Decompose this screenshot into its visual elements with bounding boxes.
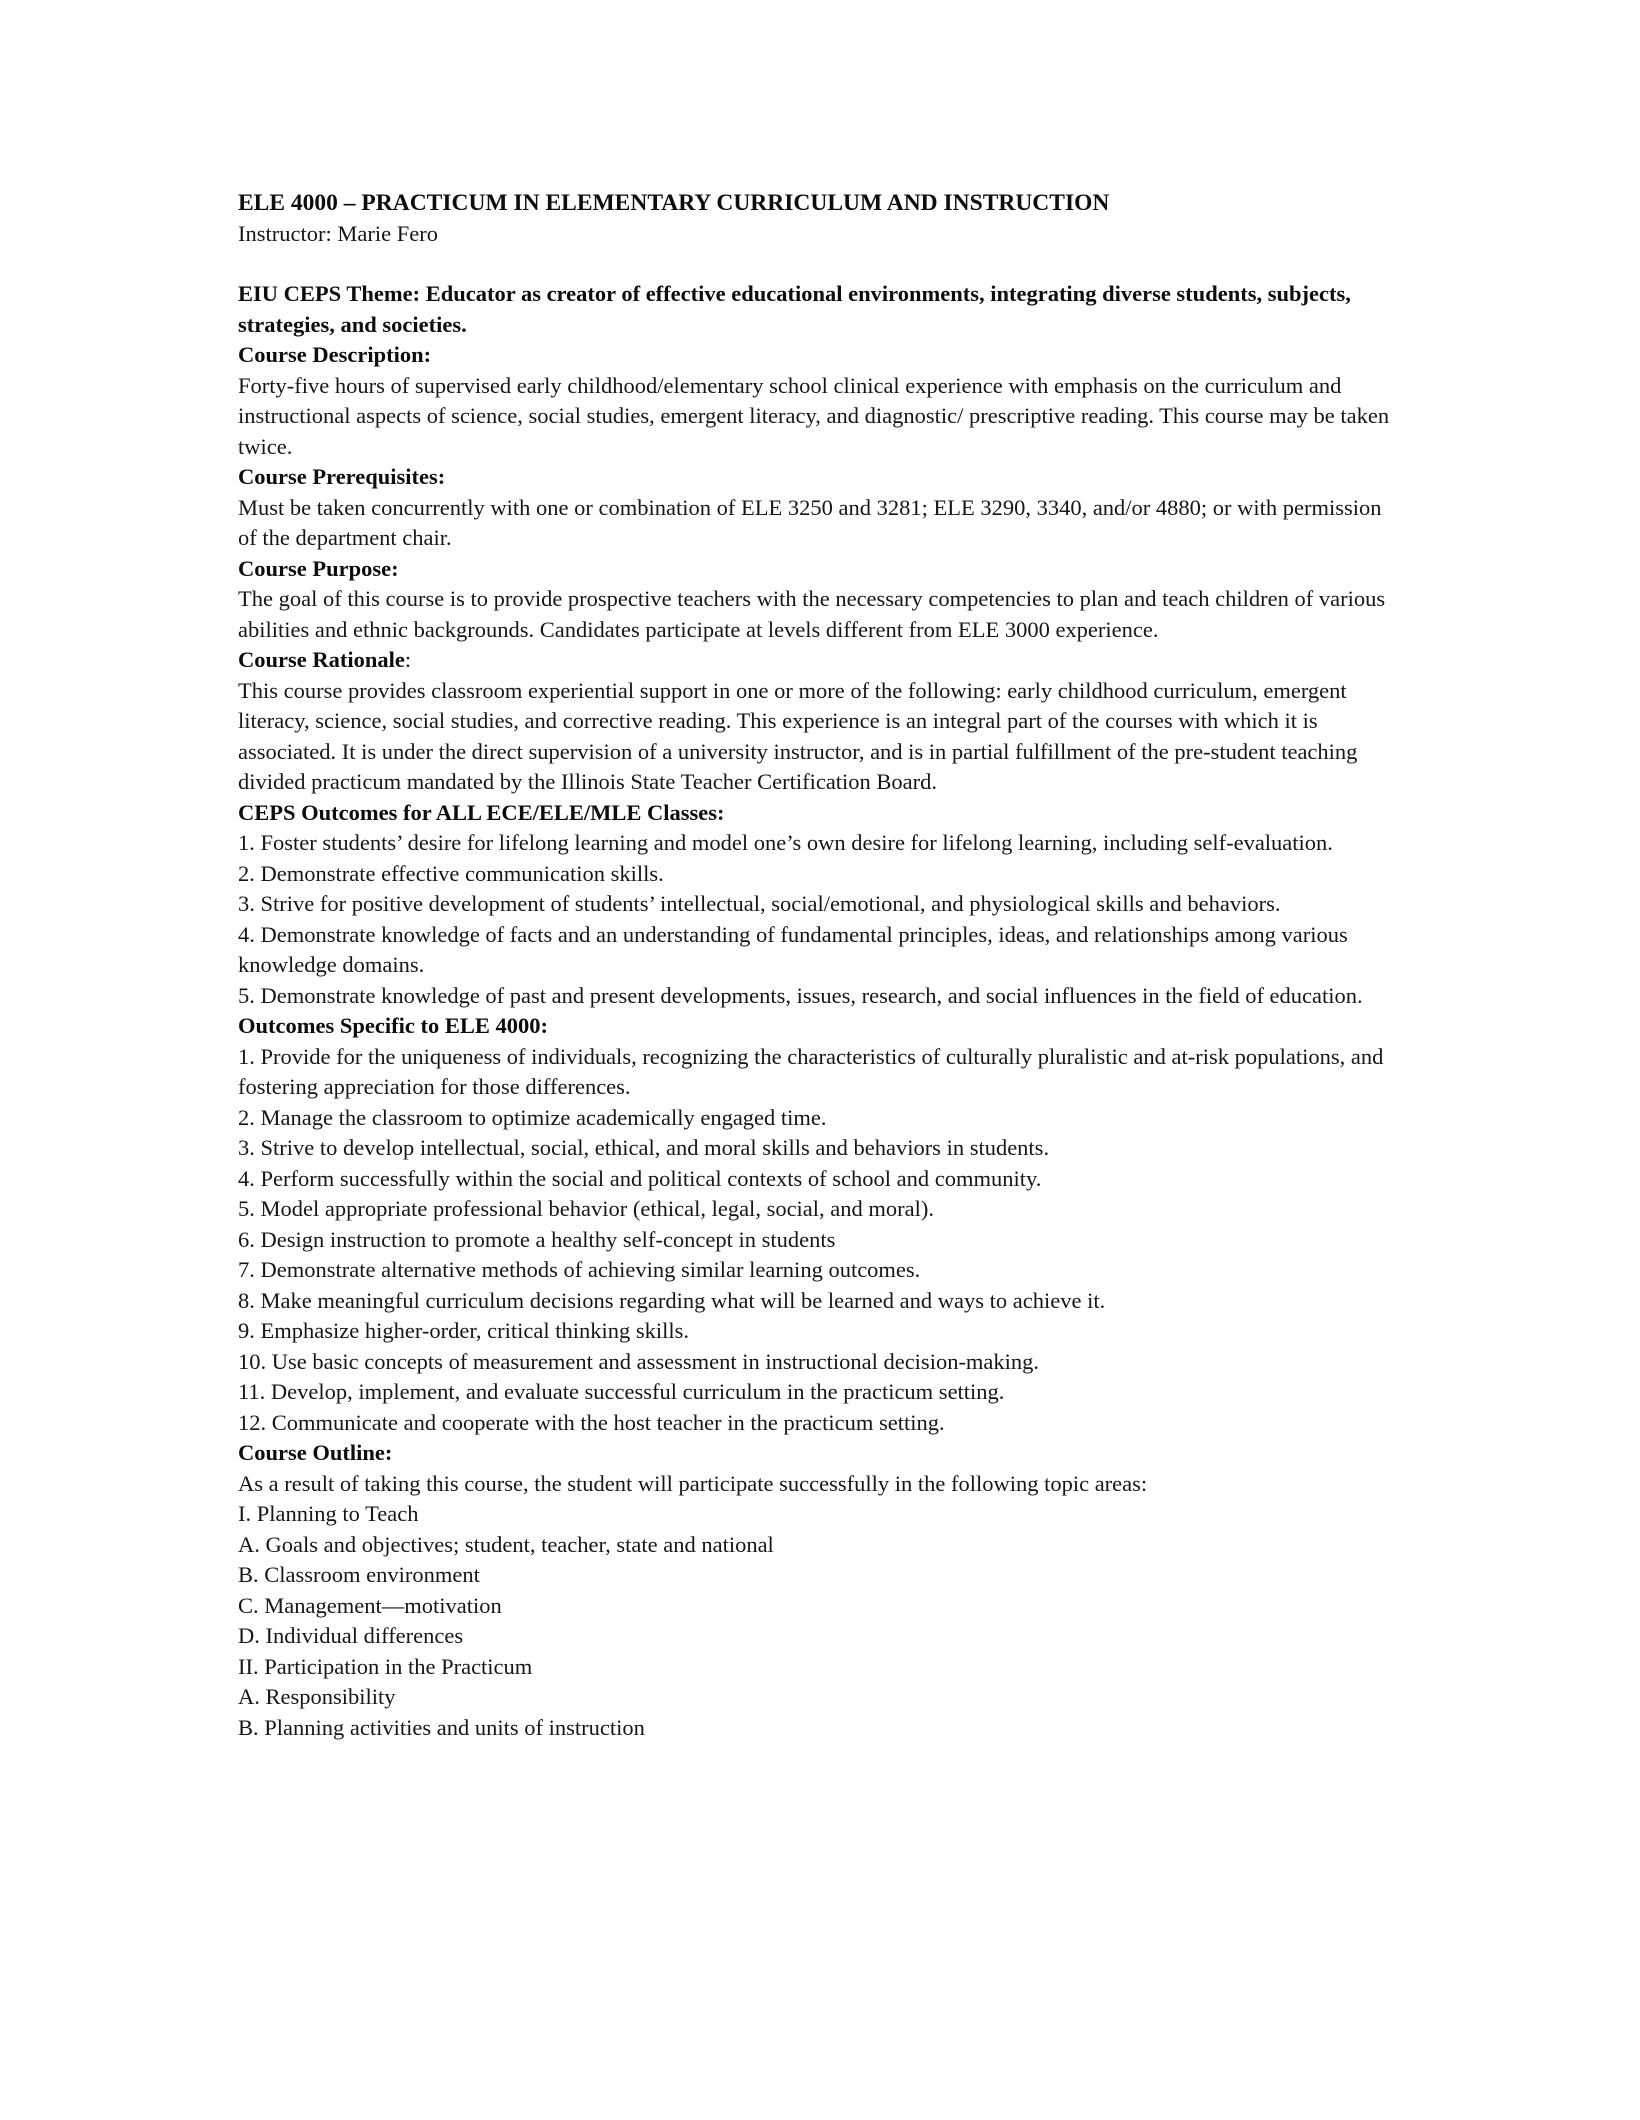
specific-outcome-item: 12. Communicate and cooperate with the host teacher in the practicum setting.	[238, 1409, 945, 1435]
specific-outcome-item: 2. Manage the classroom to optimize academically engaged time.	[238, 1104, 827, 1130]
purpose-text: The goal of this course is to provide prospective teachers with the necessary competencies to plan and teach children of various abilities and ethnic backgrounds. Candidates participate at levels different from ELE 3000 experience.	[238, 586, 1386, 642]
purpose-heading: Course Purpose:	[238, 555, 399, 581]
outline-item: B. Classroom environment	[238, 1562, 480, 1587]
ceps-outcome-item: 5. Demonstrate knowledge of past and present developments, issues, research, and social influences in the field of education.	[238, 982, 1363, 1008]
specific-outcomes-heading: Outcomes Specific to ELE 4000:	[238, 1013, 548, 1038]
description-text: Forty-five hours of supervised early childhood/elementary school clinical experience with emphasis on the curriculum and instructional aspects of science, social studies, emergent literacy, and diagnostic/ prescriptive reading. This course may be taken twice.	[238, 372, 1390, 459]
rationale-heading-line	[238, 645, 1398, 676]
specific-outcome-item: 7. Demonstrate alternative methods of achieving similar learning outcomes.	[238, 1257, 921, 1282]
outline-item: II. Participation in the Practicum	[238, 1653, 533, 1679]
specific-outcome-item: 10. Use basic concepts of measurement and assessment in instructional decision-making.	[238, 1348, 1040, 1374]
specific-outcome-item: 6. Design instruction to promote a healthy self-concept in students	[238, 1226, 836, 1252]
outline-item: D. Individual differences	[238, 1623, 464, 1648]
ceps-outcome-item: 1. Foster students’ desire for lifelong learning and model one’s own desire for lifelong learning, including self-evaluation.	[238, 830, 1333, 855]
syllabus-page	[238, 188, 1398, 1743]
ceps-outcome-item: 2. Demonstrate effective communication skills.	[238, 860, 664, 886]
outline-intro: As a result of taking this course, the student will participate successfully in the following topic areas:	[238, 1470, 1148, 1496]
outline-item: C. Management—motivation	[238, 1592, 502, 1618]
ceps-outcome-item: 3. Strive for positive development of students’ intellectual, social/emotional, and physiological skills and behaviors.	[238, 891, 1281, 916]
course-title: ELE 4000 – PRACTICUM IN ELEMENTARY CURRICULUM AND INSTRUCTION	[238, 190, 1110, 216]
ceps-outcomes-heading: CEPS Outcomes for ALL ECE/ELE/MLE Classes:	[238, 799, 725, 825]
theme-statement: EIU CEPS Theme: Educator as creator of effective educational environments, integrating diverse students, subjects, strategies, and societies.	[238, 281, 1351, 337]
specific-outcome-item: 5. Model appropriate professional behavior (ethical, legal, social, and moral).	[238, 1196, 935, 1221]
specific-outcome-item: 3. Strive to develop intellectual, social, ethical, and moral skills and behaviors in students.	[238, 1135, 1050, 1160]
rationale-heading: Course Rationale	[238, 647, 405, 672]
spacer	[238, 249, 1398, 279]
outline-item: I. Planning to Teach	[238, 1501, 419, 1526]
outline-item: B. Planning activities and units of instruction	[238, 1714, 645, 1740]
rationale-heading-colon: :	[404, 647, 412, 672]
outline-item: A. Responsibility	[238, 1684, 396, 1709]
specific-outcome-item: 1. Provide for the uniqueness of individuals, recognizing the characteristics of culturally pluralistic and at-risk populations, and fostering appreciation for those differences.	[238, 1043, 1384, 1099]
specific-outcome-item: 9. Emphasize higher-order, critical thinking skills.	[238, 1318, 690, 1343]
ceps-outcome-item: 4. Demonstrate knowledge of facts and an understanding of fundamental principles, ideas, and relationships among various knowledge domains.	[238, 921, 1348, 977]
prerequisites-text: Must be taken concurrently with one or combination of ELE 3250 and 3281; ELE 3290, 3340, and/or 4880; or with permission of the department chair.	[238, 494, 1382, 550]
instructor-line: Instructor: Marie Fero	[238, 220, 438, 246]
outline-item: A. Goals and objectives; student, teacher, state and national	[238, 1531, 774, 1557]
description-heading: Course Description:	[238, 342, 432, 367]
specific-outcome-item: 4. Perform successfully within the social and political contexts of school and community.	[238, 1165, 1042, 1191]
specific-outcome-item: 11. Develop, implement, and evaluate successful curriculum in the practicum setting.	[238, 1379, 1005, 1404]
outline-heading: Course Outline:	[238, 1440, 393, 1465]
rationale-text: This course provides classroom experiential support in one or more of the following: early childhood curriculum, emergent literacy, science, social studies, and corrective reading. This experience is an integral part of the courses with which it is associated. It is under the direct supervision of a university instructor, and is in partial fulfillment of the pre-student teaching divided practicum mandated by the Illinois State Teacher Certification Board.	[238, 677, 1358, 794]
specific-outcome-item: 8. Make meaningful curriculum decisions regarding what will be learned and ways to achieve it.	[238, 1287, 1106, 1313]
prerequisites-heading: Course Prerequisites:	[238, 464, 446, 489]
